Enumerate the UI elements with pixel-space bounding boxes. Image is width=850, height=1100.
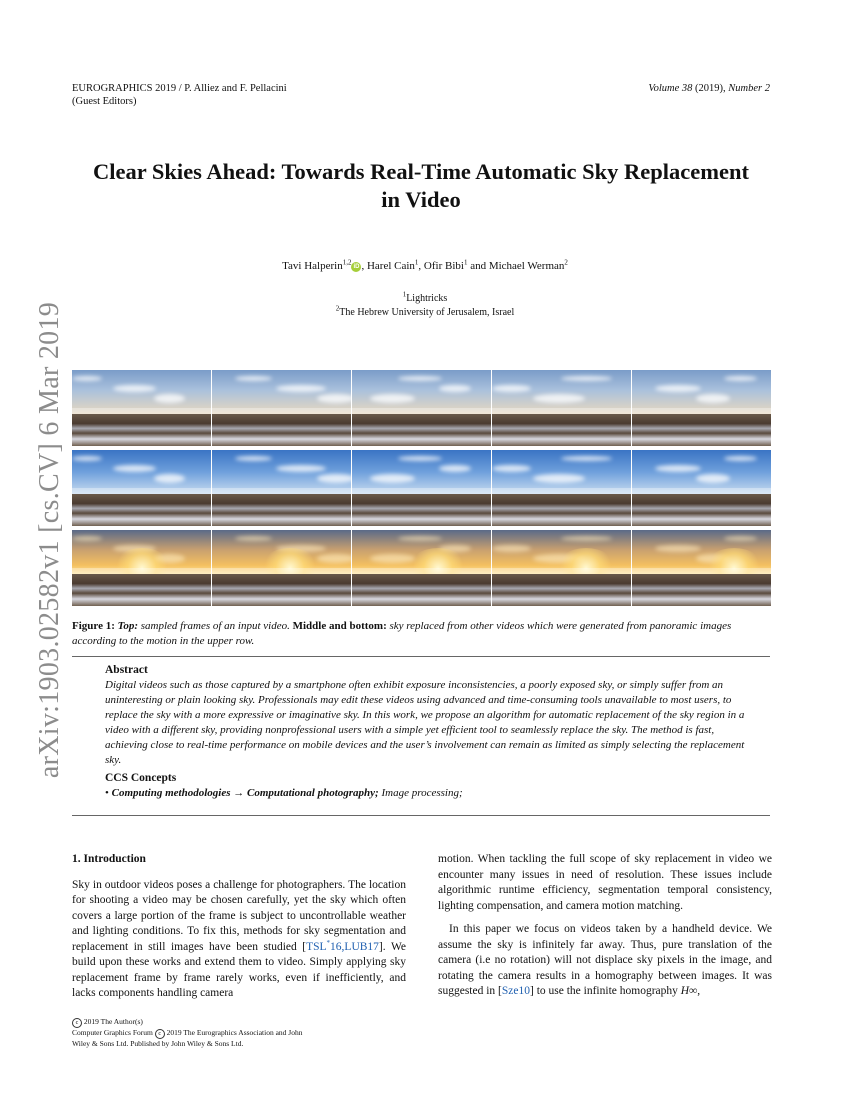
infinite-homography-symbol: H∞ — [680, 985, 698, 997]
intro-p2-text-a: In this paper we focus on videos taken by a handheld device. We assume the sky is infinitely far away. Thus, pure translation of the camera (i.e no rotation) will not displace sky pixels in the image, and rotating the camera results in a homography between images. It was suggested in [ — [438, 923, 772, 997]
figure-frame-original-5 — [632, 370, 771, 446]
citation-separator: , — [341, 940, 345, 953]
abstract-heading: Abstract — [105, 664, 148, 676]
intro-p1-text-a: Sky in outdoor videos poses a challenge for photographers. The location for shooting a video may be chosen carefully, yet the sky which often covers a large portion of the frame is subject to uncontrollable weather and lighting conditions. To fix this, methods for sky segmentation and replacement in still images have been studied [ — [72, 878, 406, 953]
running-header-right — [648, 82, 770, 95]
caption-text-2: sky replaced from other videos which were generated from panoramic images according to the motion in the upper row. — [72, 620, 732, 647]
issue-number: Number 2 — [728, 83, 770, 94]
author-4: and Michael Werman — [467, 260, 565, 272]
author-3-affil: 1 — [463, 258, 468, 267]
title-line-1: Clear Skies Ahead: Towards Real-Time Automatic Sky Replacement — [92, 159, 750, 184]
citation-sze10[interactable]: Sze10 — [501, 985, 530, 997]
caption-top-label: Top: — [117, 620, 138, 632]
ccs-term-2: Computational photography; — [247, 787, 379, 799]
affiliation-1-mark: 1 — [402, 290, 407, 299]
intro-p2-text-c: , — [697, 985, 701, 997]
affiliation-1 — [0, 292, 850, 305]
left-column — [72, 852, 406, 1002]
footnote-line-1-text: 2019 The Author(s) — [82, 1017, 143, 1026]
ccs-heading: CCS Concepts — [105, 772, 177, 784]
author-list — [0, 260, 850, 272]
copyright-icon: c — [155, 1029, 165, 1039]
abstract-bottom-rule — [72, 815, 770, 816]
footnote-line-2-b: 2019 The Eurographics Association and John — [164, 1028, 303, 1037]
figure-1-image-grid — [72, 370, 770, 606]
affiliation-2 — [0, 306, 850, 319]
citation-tsl16-year: 16 — [330, 940, 342, 953]
volume-year: (2019), — [692, 83, 729, 94]
author-4-affil: 2 — [564, 258, 568, 267]
title-line-2: in Video — [381, 187, 461, 212]
figure-frame-replaced-day-3 — [352, 450, 491, 526]
figure-frame-replaced-sunset-2 — [212, 530, 351, 606]
figure-frame-replaced-sunset-5 — [632, 530, 771, 606]
orcid-icon[interactable]: iD — [353, 264, 360, 270]
author-1: Tavi Halperin — [282, 260, 343, 272]
affiliation-2-name: The Hebrew University of Jerusalem, Israel — [339, 307, 515, 318]
arxiv-stamp: arXiv:1903.02582v1 [cs.CV] 6 Mar 2019 — [34, 301, 65, 779]
figure-frame-replaced-day-4 — [492, 450, 631, 526]
intro-p2-text-b: ] to use the infinite homography — [530, 985, 681, 997]
figure-frame-original-4 — [492, 370, 631, 446]
editors-line: (Guest Editors) — [72, 96, 137, 107]
footnote-line-1 — [72, 1017, 372, 1028]
author-2: , Harel Cain — [361, 260, 415, 272]
figure-1-caption — [72, 619, 772, 649]
ccs-term-3: Image processing; — [378, 787, 463, 799]
citation-tsl16[interactable] — [306, 938, 342, 953]
intro-paragraph-1 — [72, 878, 406, 1002]
volume-label: Volume 38 — [648, 83, 693, 94]
figure-frame-replaced-sunset-4 — [492, 530, 631, 606]
figure-frame-replaced-day-1 — [72, 450, 211, 526]
caption-text-1: sampled frames of an input video. — [138, 620, 293, 632]
footnote-line-3: Wiley & Sons Ltd. Published by John Wiley & Sons Ltd. — [72, 1039, 244, 1048]
copyright-footnote — [72, 1017, 372, 1050]
intro-paragraph-1-cont: motion. When tackling the full scope of sky replacement in video we encounter many issues in need of resolution. These issues include algorithmic runtime efficiency, segmentation temporal consistency, lighting compensation, and camera motion matching. — [438, 853, 772, 912]
caption-label: Figure 1: — [72, 620, 115, 632]
ccs-concepts — [105, 786, 745, 801]
abstract-text: Digital videos such as those captured by a smartphone often exhibit exposure inconsistencies, a poorly exposed sky, or simply suffer from an uninteresting or plain looking sky. Professionals may edit these videos using advanced and time-consuming tools unavailable to most users, to replace the sky with a more expressive or imaginative sky. In this work, we propose an algorithm for automatic replacement of the sky region in a video with a different sky, providing nonprofessional users with a simple yet efficient tool to seamlessly replace the sky. The method is fast, achieving close to real-time performance on mobile devices and the user’s involvement can remain as limited as simply selecting the replacement sky. — [105, 679, 745, 766]
author-1-affil: 1,2 — [342, 258, 352, 267]
author-3: , Ofir Bibi — [418, 260, 464, 272]
figure-frame-original-3 — [352, 370, 491, 446]
footnote-line-2 — [72, 1028, 372, 1039]
ccs-arrow: → — [230, 787, 247, 799]
paper-title — [60, 158, 782, 214]
footnote-line-2-a: Computer Graphics Forum — [72, 1028, 155, 1037]
abstract-top-rule — [72, 656, 770, 657]
caption-middle-label: Middle and bottom: — [292, 620, 387, 632]
ccs-term-1: Computing methodologies — [111, 787, 231, 799]
figure-frame-replaced-day-2 — [212, 450, 351, 526]
abstract-block — [105, 663, 745, 801]
citation-tsl16-star: * — [326, 938, 331, 947]
citation-lub17[interactable]: LUB17 — [344, 940, 379, 953]
section-1-heading: 1. Introduction — [72, 853, 146, 865]
figure-frame-original-2 — [212, 370, 351, 446]
intro-p1-text-b: ]. We build upon these works and extend them to video. Simply applying sky replacement frame by frame rarely works, even if inefficiently, and lacks components handling camera — [72, 940, 406, 999]
figure-frame-replaced-sunset-3 — [352, 530, 491, 606]
figure-frame-original-1 — [72, 370, 211, 446]
author-2-affil: 1 — [414, 258, 419, 267]
figure-frame-replaced-sunset-1 — [72, 530, 211, 606]
copyright-icon: c — [72, 1018, 82, 1028]
ccs-bullet: • — [105, 787, 112, 799]
citation-tsl16-key: TSL — [306, 940, 327, 953]
right-column — [438, 852, 772, 1000]
running-header-left — [72, 82, 287, 108]
figure-frame-replaced-day-5 — [632, 450, 771, 526]
affiliation-1-name: Lightricks — [406, 293, 448, 304]
intro-paragraph-2 — [438, 922, 772, 1000]
conference-line: EUROGRAPHICS 2019 / P. Alliez and F. Pellacini — [72, 83, 287, 94]
affiliation-2-mark: 2 — [335, 304, 340, 313]
